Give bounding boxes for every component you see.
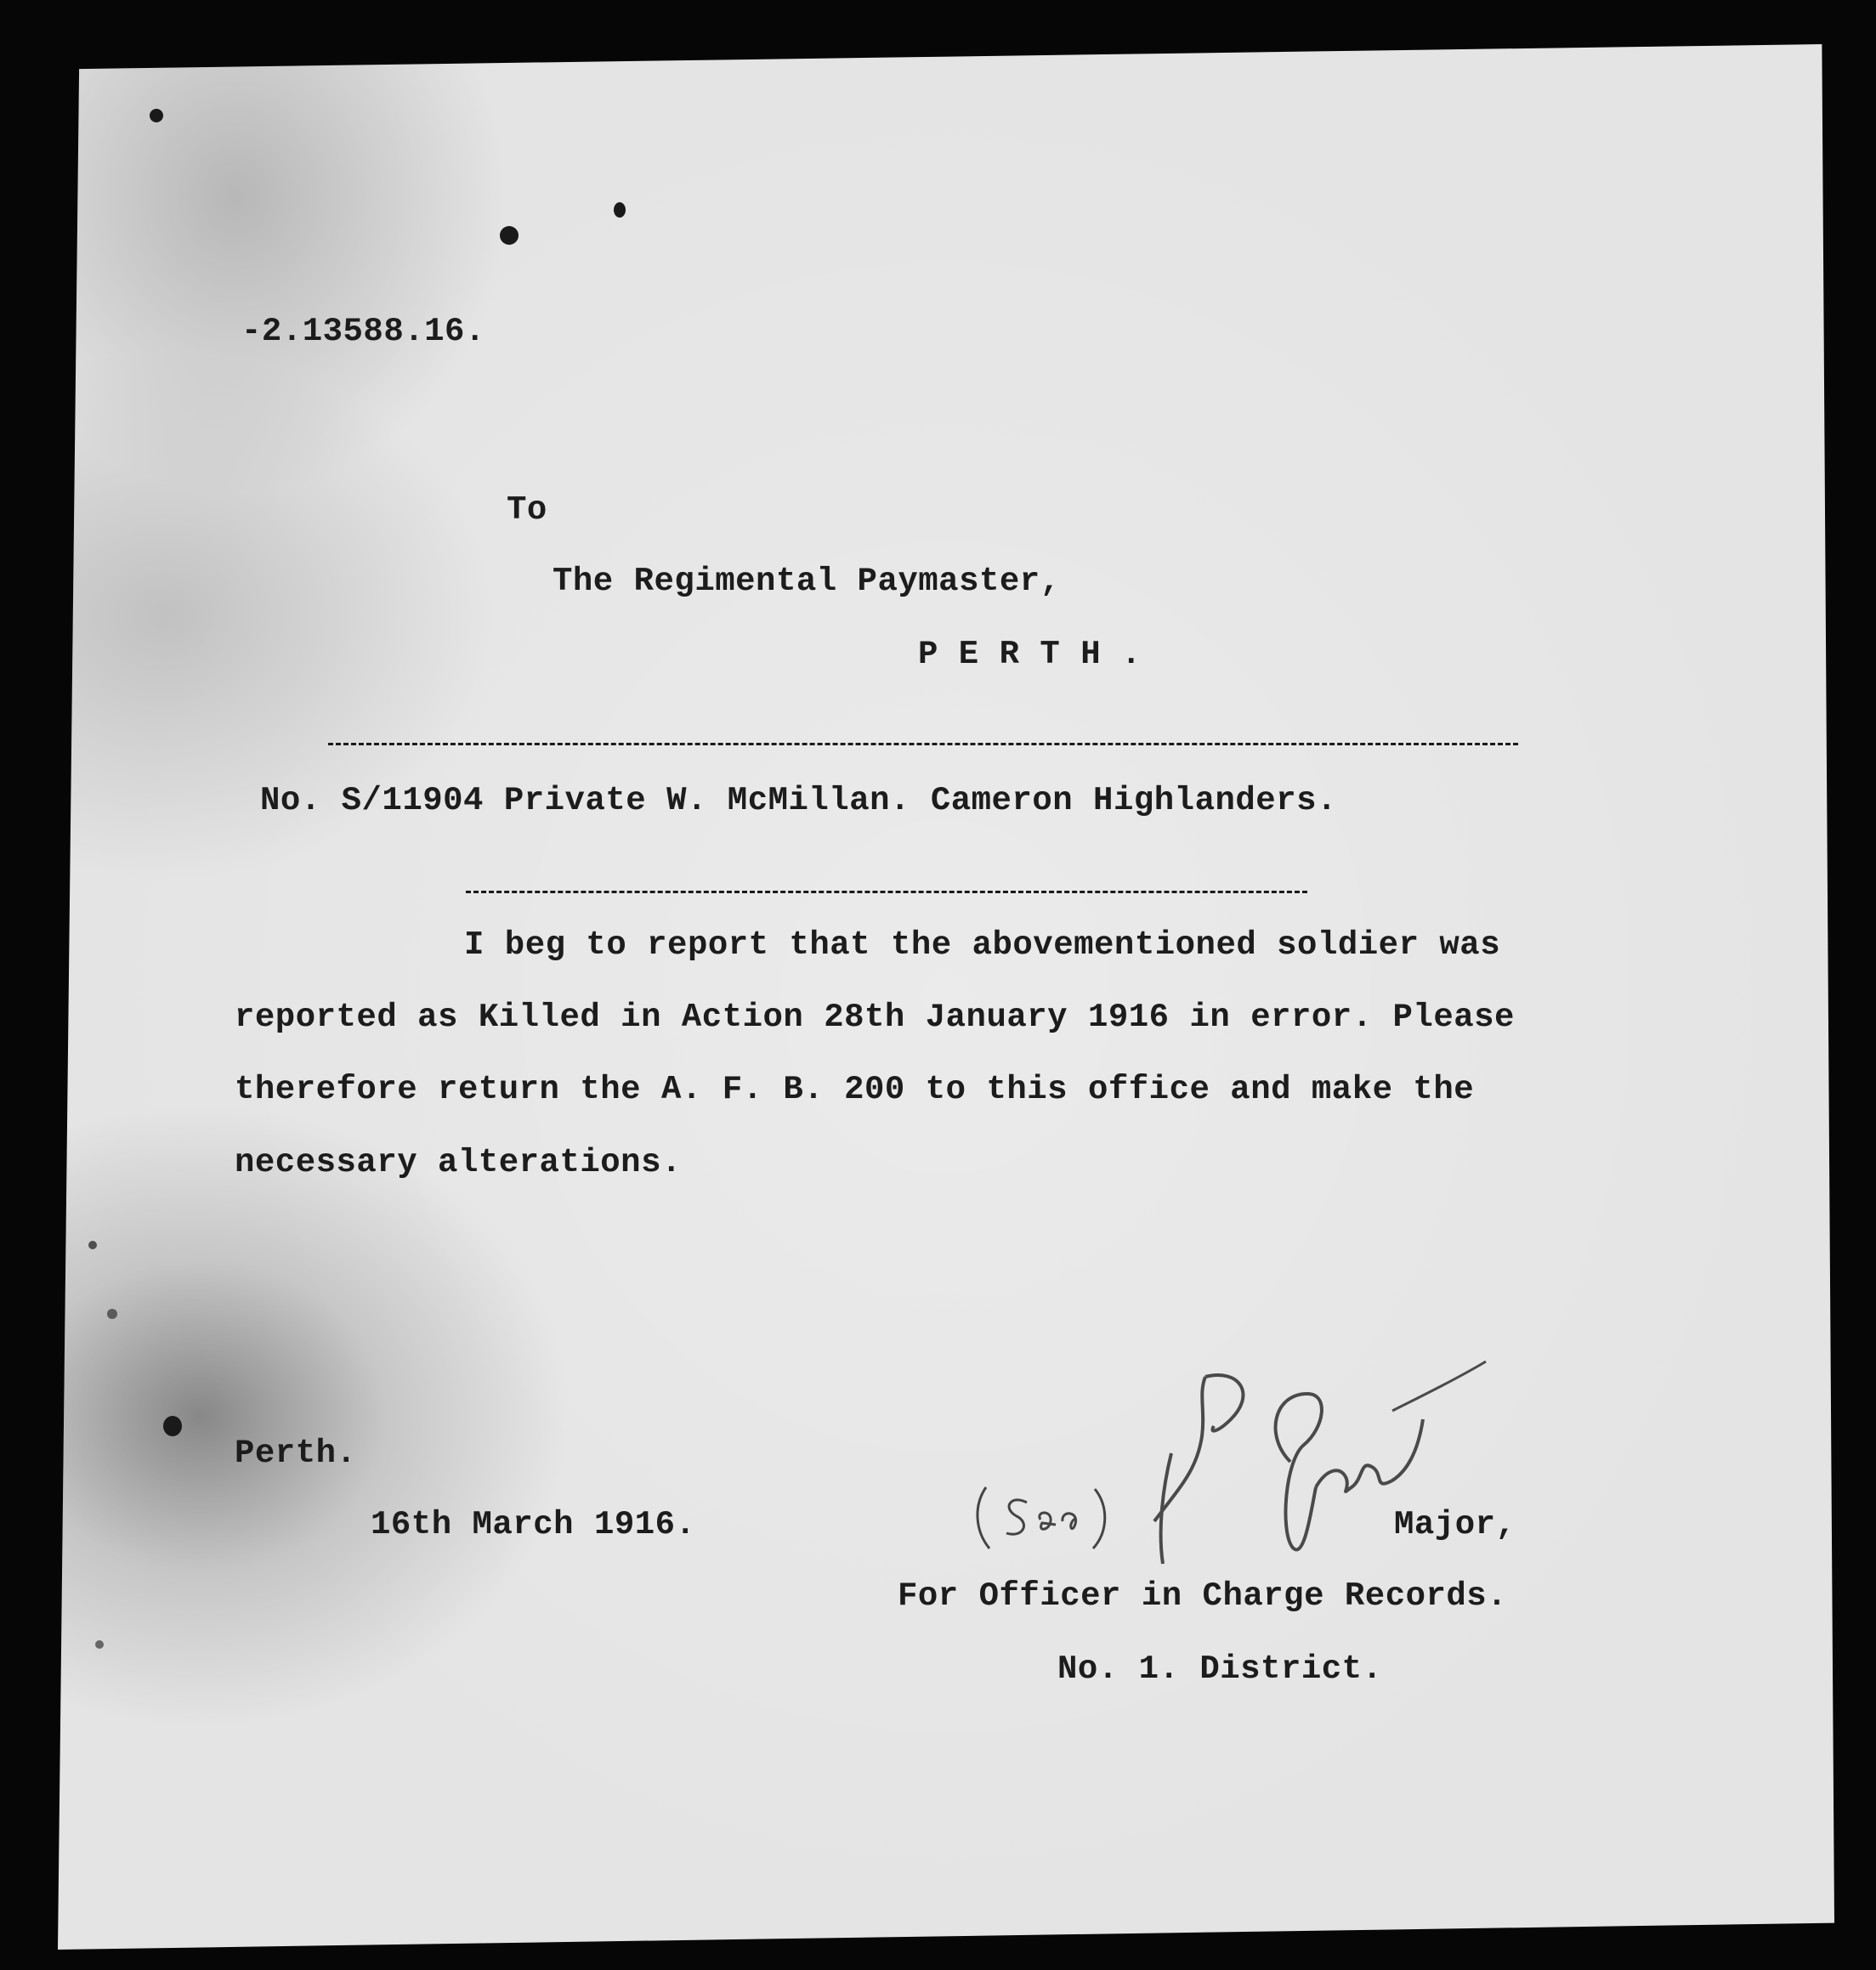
signatory-line-2: No. 1. District. — [1057, 1650, 1383, 1688]
ink-stain — [88, 1241, 97, 1249]
signatory-line-1: For Officer in Charge Records. — [898, 1577, 1508, 1615]
body-line: reported as Killed in Action 28th January 1916 in error. Please — [235, 999, 1515, 1036]
body-line: necessary alterations. — [235, 1144, 682, 1181]
addressee-title: The Regimental Paymaster, — [553, 563, 1061, 600]
reference-number: -2.13588.16. — [241, 313, 485, 350]
ink-stain — [150, 109, 163, 122]
ink-stain — [107, 1309, 117, 1319]
signature — [1137, 1360, 1494, 1581]
ink-stain — [614, 202, 626, 218]
date: 16th March 1916. — [371, 1506, 696, 1543]
body-line: therefore return the A. F. B. 200 to this office and make the — [235, 1071, 1475, 1108]
ink-stain — [500, 226, 519, 245]
place: Perth. — [235, 1435, 357, 1472]
signatory-rank: Major, — [1394, 1506, 1516, 1543]
ink-stain — [163, 1416, 182, 1436]
divider-rule — [328, 743, 1518, 745]
ink-stain — [95, 1640, 104, 1649]
salutation-to: To — [507, 491, 547, 529]
sgd-prefix-handwriting — [967, 1479, 1120, 1555]
body-line: I beg to report that the abovementioned soldier was — [464, 926, 1501, 964]
addressee-city: P E R T H . — [918, 636, 1142, 673]
subject-line: No. S/11904 Private W. McMillan. Cameron Highlanders. — [260, 782, 1337, 819]
divider-rule — [466, 891, 1307, 893]
